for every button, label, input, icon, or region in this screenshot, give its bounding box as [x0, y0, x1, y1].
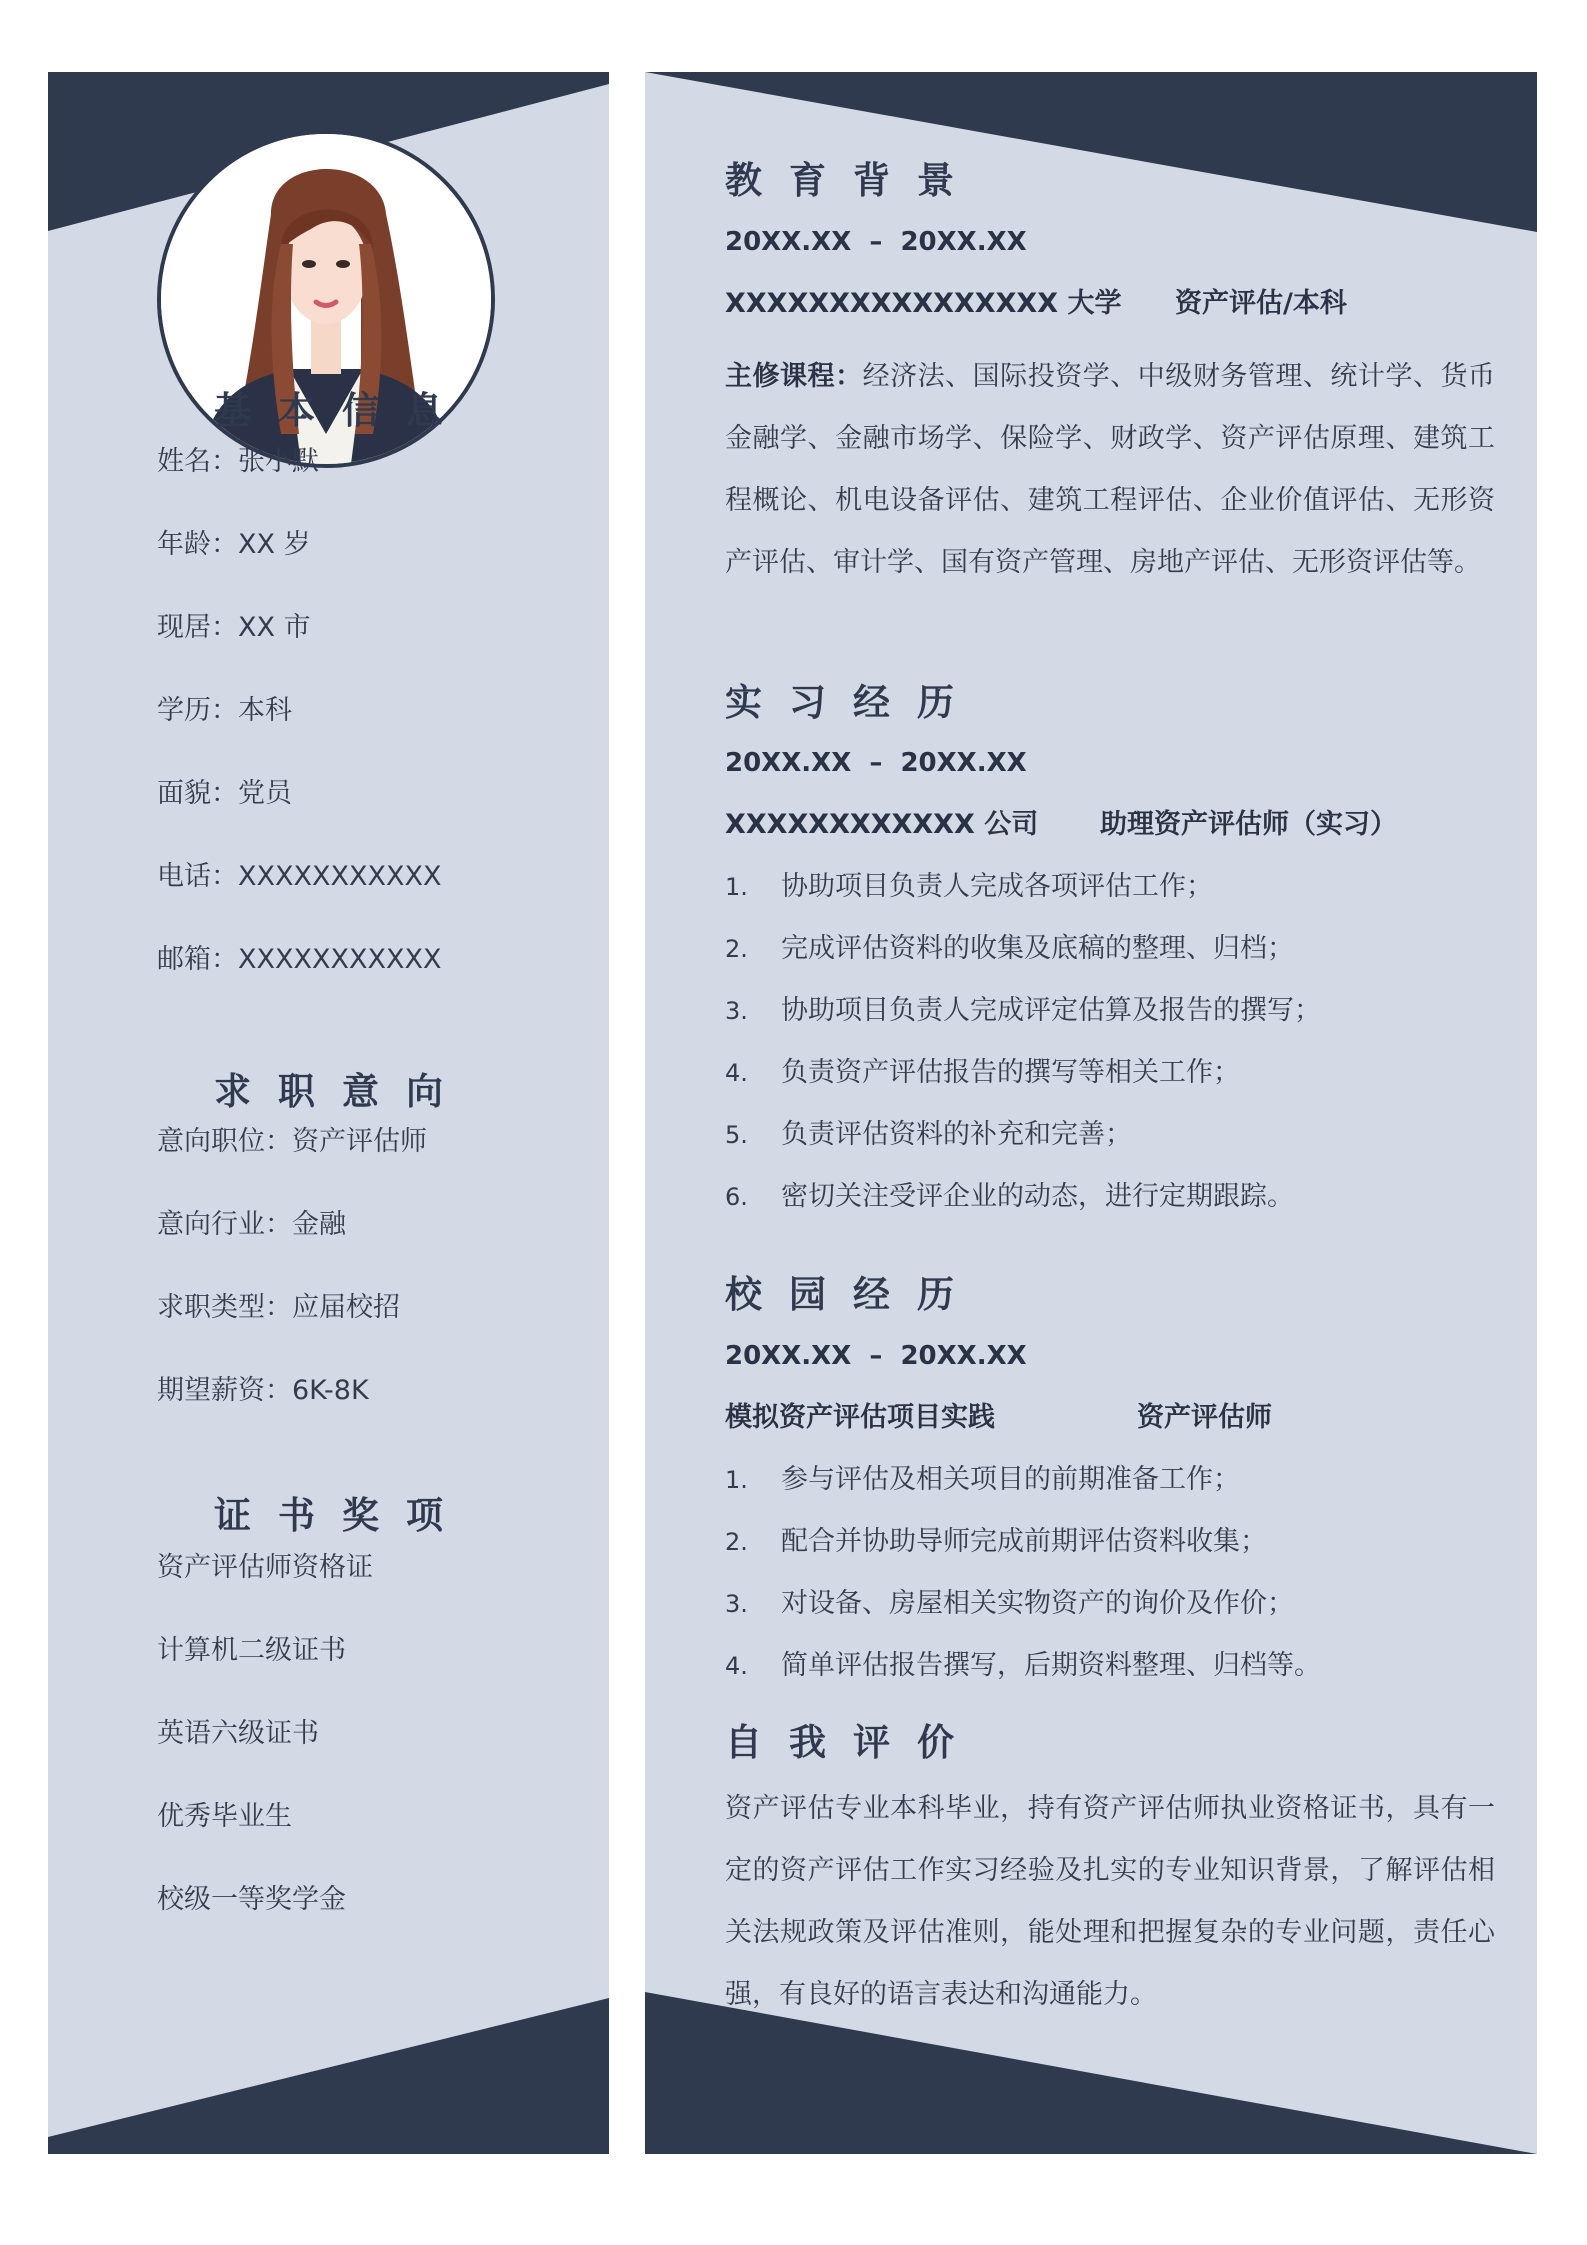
internship-role: 助理资产评估师（实习）: [1100, 809, 1397, 840]
courses-text: 经济法、国际投资学、中级财务管理、统计学、货币金融学、金融市场学、保险学、财政学、资产评估原理、建筑工程概论、机电设备评估、建筑工程评估、企业价值评估、无形资产评估、审计学、国有资产管理、房地产评估、无形资评估等。: [725, 361, 1496, 578]
info-email: 邮箱：XXXXXXXXXXX: [157, 944, 442, 975]
education-period: 20XX.XX – 20XX.XX: [725, 227, 1027, 257]
intent-industry: 意向行业：金融: [157, 1209, 346, 1240]
list-item: 2. 完成评估资料的收集及底稿的整理、归档；: [725, 933, 1294, 964]
list-item: 3. 协助项目负责人完成评定估算及报告的撰写；: [725, 995, 1321, 1026]
section-title-campus: 校园经历: [725, 1273, 981, 1316]
info-name: 姓名：张小默: [157, 446, 319, 477]
info-political-status: 面貌：党员: [157, 778, 292, 809]
education-courses: [725, 346, 1495, 594]
education-section: [725, 222, 1495, 594]
section-title-job-intent: 求职意向: [214, 1070, 470, 1113]
certificates-list: [157, 1548, 373, 1963]
certificate-item: 校级一等奖学金: [157, 1884, 346, 1915]
campus-duties: [725, 1460, 1495, 1708]
intent-salary: 期望薪资：6K-8K: [157, 1375, 369, 1406]
list-item: 3. 对设备、房屋相关实物资产的询价及作价；: [725, 1588, 1294, 1619]
info-residence: 现居：XX 市: [157, 612, 311, 643]
courses-label: 主修课程：: [725, 361, 863, 392]
basic-info-list: [157, 442, 441, 1023]
certificate-item: 英语六级证书: [157, 1718, 319, 1749]
section-title-internship: 实习经历: [725, 681, 981, 724]
list-item: 5. 负责评估资料的补充和完善；: [725, 1119, 1132, 1150]
job-intent-list: [157, 1122, 427, 1454]
list-item: 2. 配合并协助导师完成前期评估资料收集；: [725, 1526, 1267, 1557]
internship-section: [725, 743, 1495, 1239]
info-phone: 电话：XXXXXXXXXXX: [157, 861, 442, 892]
certificate-item: 资产评估师资格证: [157, 1552, 373, 1583]
info-education: 学历：本科: [157, 695, 292, 726]
section-title-self-eval: 自我评价: [725, 1721, 981, 1764]
education-major: 资产评估/本科: [1175, 288, 1347, 319]
certificate-item: 优秀毕业生: [157, 1801, 292, 1832]
campus-section: [725, 1336, 1495, 1708]
info-age: 年龄：XX 岁: [157, 529, 311, 560]
internship-org-row: [725, 805, 1495, 867]
list-item: 4. 简单评估报告撰写，后期资料整理、归档等。: [725, 1650, 1321, 1681]
list-item: 1. 参与评估及相关项目的前期准备工作；: [725, 1464, 1240, 1495]
list-item: 4. 负责资产评估报告的撰写等相关工作；: [725, 1057, 1240, 1088]
main-content: [645, 72, 1537, 2154]
left-sidebar: [48, 72, 609, 2154]
certificate-item: 计算机二级证书: [157, 1635, 346, 1666]
intent-position: 意向职位：资产评估师: [157, 1126, 427, 1157]
self-eval-section: [725, 1778, 1495, 2026]
campus-role: 资产评估师: [1137, 1402, 1272, 1433]
list-item: 1. 协助项目负责人完成各项评估工作；: [725, 871, 1213, 902]
campus-period: 20XX.XX – 20XX.XX: [725, 1341, 1027, 1371]
list-item: 6. 密切关注受评企业的动态，进行定期跟踪。: [725, 1181, 1294, 1212]
section-title-basic-info: 基本信息: [214, 389, 470, 432]
self-eval-text: 资产评估专业本科毕业，持有资产评估师执业资格证书，具有一定的资产评估工作实习经验及扎实的专业知识背景，了解评估相关法规政策及评估准则，能处理和把握复杂的专业问题，责任心强，有良好的语言表达和沟通能力。: [725, 1793, 1495, 2010]
campus-org-row: [725, 1398, 1495, 1460]
school-name: XXXXXXXXXXXXXXXX 大学: [725, 288, 1122, 319]
project-name: 模拟资产评估项目实践: [725, 1402, 995, 1433]
company-name: XXXXXXXXXXXX 公司: [725, 809, 1039, 840]
internship-duties: [725, 867, 1495, 1239]
education-org-row: [725, 284, 1495, 346]
intent-type: 求职类型：应届校招: [157, 1292, 400, 1323]
internship-period: 20XX.XX – 20XX.XX: [725, 748, 1027, 778]
section-title-education: 教育背景: [725, 159, 981, 202]
section-title-certificates: 证书奖项: [214, 1494, 470, 1537]
